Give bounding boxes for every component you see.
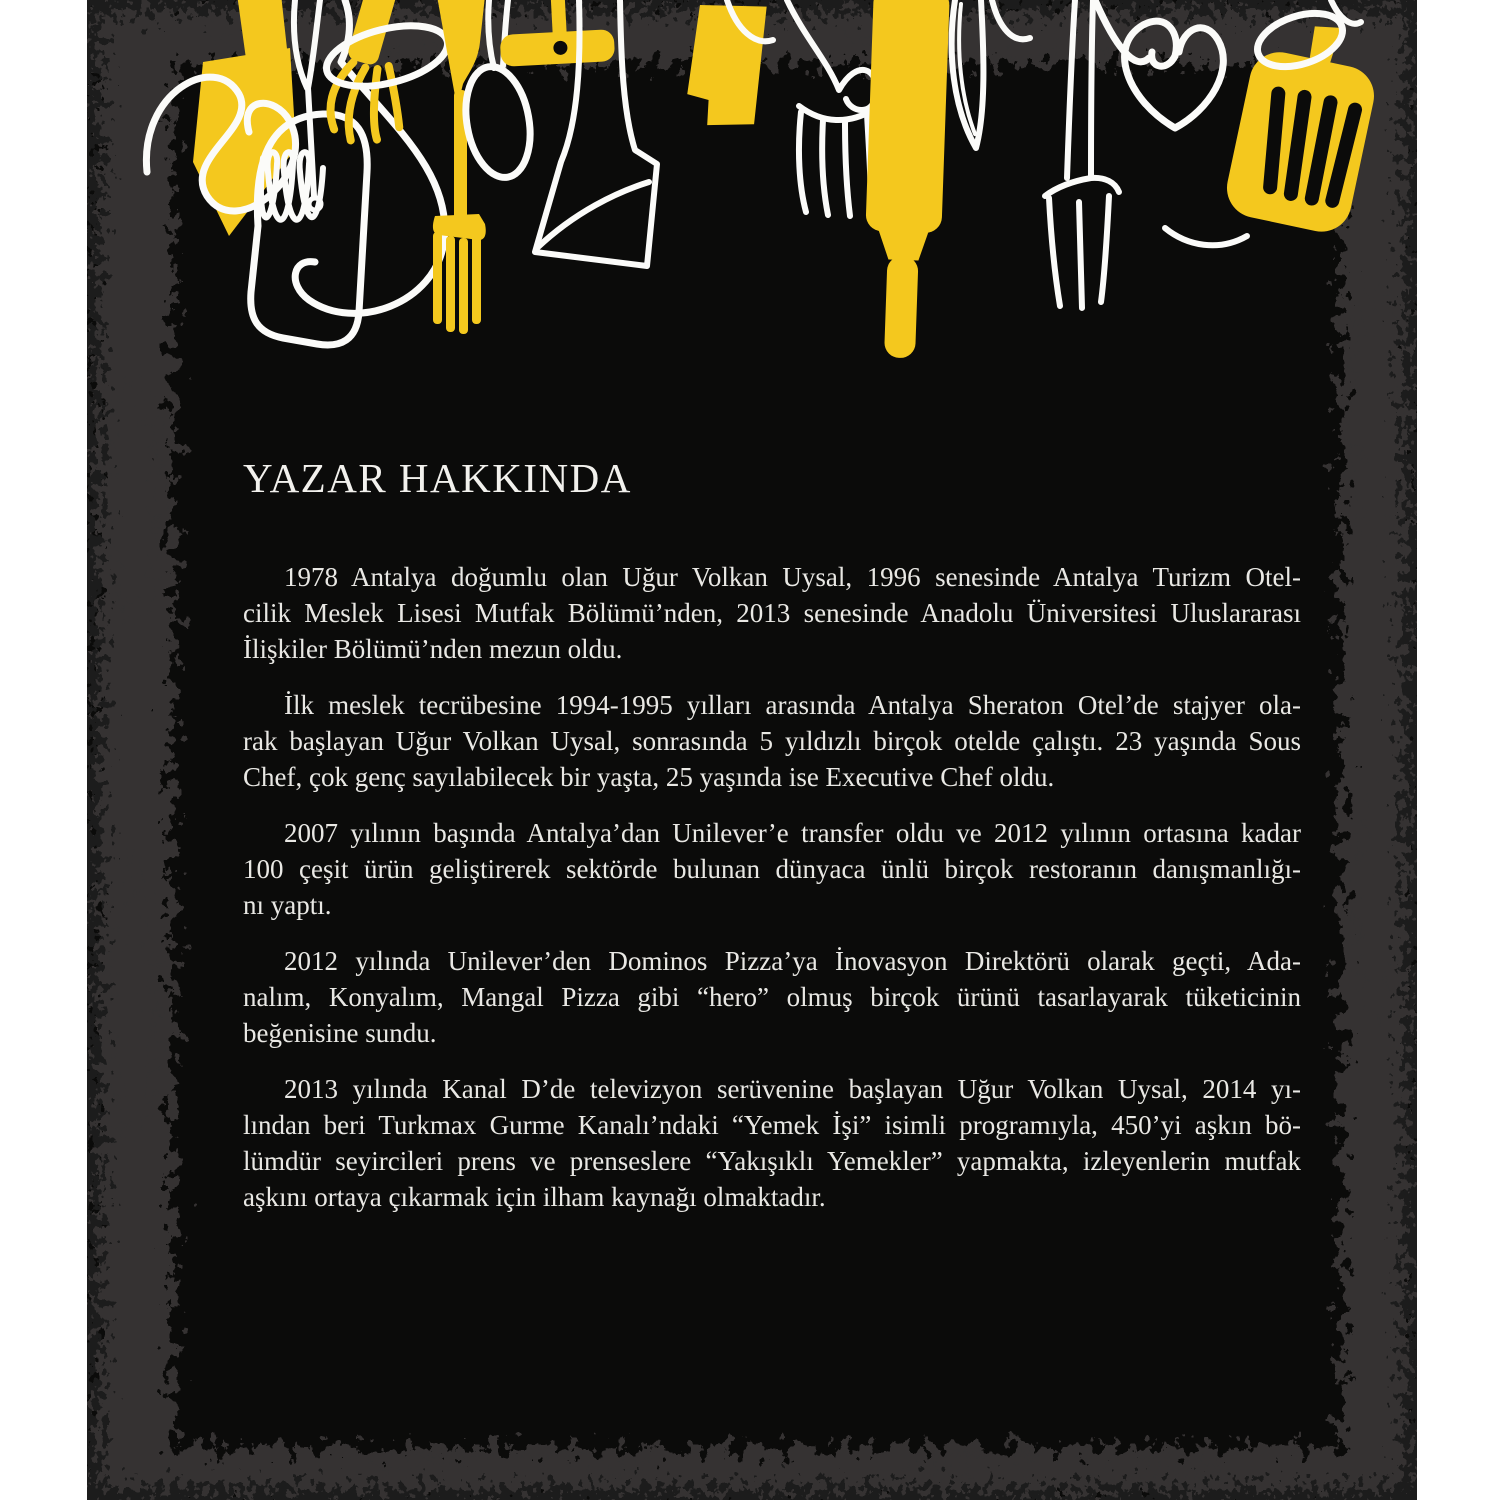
paragraph — [243, 815, 1301, 923]
heart-squiggle-icon — [1095, 0, 1223, 128]
text-line: 2012 yılında Unilever’den Dominos Pizza’ya İnovasyon Direktörü olarak geçti, Ada- — [284, 946, 1301, 976]
page-content — [243, 455, 1301, 1235]
text-line: 100 çeşit ürün geliştirerek sektörde bulunan dünyaca ünlü birçok restoranın danışmanlığı- — [243, 854, 1301, 884]
fork-icon — [433, 0, 486, 334]
text-line: beğenisine sundu. — [243, 1018, 437, 1048]
text-line: İlişkiler Bölümü’nden mezun oldu. — [243, 634, 623, 664]
slotted-turner-icon — [1165, 0, 1387, 245]
paragraph — [243, 1071, 1301, 1215]
page-background — [87, 0, 1417, 1500]
text-line: 1978 Antalya doğumlu olan Uğur Volkan Uysal, 1996 senesinde Antalya Turizm Otel- — [284, 562, 1301, 592]
text-line: nalım, Konyalım, Mangal Pizza gibi “hero” olmuş birçok ürünü tasarlayarak tüketicinin — [243, 982, 1301, 1012]
hanging-board-icon — [498, 0, 616, 67]
author-bio — [243, 559, 1301, 1215]
paragraph — [243, 559, 1301, 667]
text-line: 2013 yılında Kanal D’de televizyon serüvenine başlayan Uğur Volkan Uysal, 2014 yı- — [284, 1074, 1301, 1104]
tall-fork-outline-icon — [1045, 0, 1119, 308]
utensils-decoration — [87, 0, 1417, 470]
knife-outline-icon — [952, 0, 984, 148]
text-line: Chef, çok genç sayılabilecek bir yaşta, 25 yaşında ise Executive Chef oldu. — [243, 762, 1055, 792]
text-line: nı yaptı. — [243, 890, 332, 920]
page-title: YAZAR HAKKINDA — [243, 455, 632, 501]
rolling-pin-icon — [861, 0, 950, 359]
paragraph — [243, 943, 1301, 1051]
text-line: lümdür seyircileri prens ve prenseslere “Yakışıklı Yemekler” yapmakta, izleyenlerin mutfak — [243, 1146, 1301, 1176]
whisk-icon — [322, 0, 441, 152]
paragraph — [243, 687, 1301, 795]
text-line: cilik Meslek Lisesi Mutfak Bölümü’nden, 2013 senesinde Anadolu Üniversitesi Uluslararası — [243, 598, 1301, 628]
text-line: aşkını ortaya çıkarmak için ilham kaynağı olmaktadır. — [243, 1182, 826, 1212]
fork-outline-icon — [787, 0, 876, 216]
text-line: lından beri Turkmax Gurme Kanalı’ndaki “Yemek İşi” isimli programıyla, 450’yi aşkın bö- — [243, 1110, 1301, 1140]
text-line: İlk meslek tecrübesine 1994-1995 yılları arasında Antalya Sheraton Otel’de stajyer ola- — [284, 690, 1301, 720]
text-line: 2007 yılının başında Antalya’dan Unilever’e transfer oldu ve 2012 yılının ortasına kadar — [284, 818, 1301, 848]
cleaver-icon — [680, 0, 775, 133]
text-line: rak başlayan Uğur Volkan Uysal, sonrasında 5 yıldızlı birçok otelde çalıştı. 23 yaşında Sous — [243, 726, 1301, 756]
